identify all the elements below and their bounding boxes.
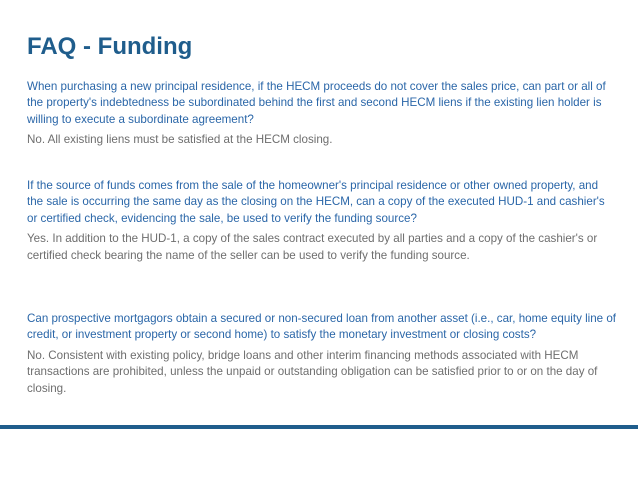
faq-answer: Yes. In addition to the HUD-1, a copy of the sales contract executed by all parties and a copy of the cashier's or certified check bearing the name of the seller can be used to verify the funding source.	[27, 232, 598, 262]
faq-question: Can prospective mortgagors obtain a secured or non-secured loan from another asset (i.e., car, home equity line of credit, or investment property or second home) to satisfy the monetary investment or closing costs?	[27, 312, 617, 342]
footer-divider	[0, 425, 638, 429]
faq-item	[27, 311, 617, 397]
faq-item	[27, 79, 617, 149]
faq-answer: No. All existing liens must be satisfied at the HECM closing.	[27, 133, 333, 147]
faq-question: If the source of funds comes from the sale of the homeowner's principal residence or other owned property, and the sale is occurring the same day as the closing on the HECM, can a copy of the executed HUD-1 and cashier's or certified check, evidencing the sale, be used to verify the funding source?	[27, 179, 605, 225]
faq-answer: No. Consistent with existing policy, bridge loans and other interim financing methods associated with HECM transactions are prohibited, unless the unpaid or outstanding obligation can be satisfied prior to or on the day of closing.	[27, 348, 598, 395]
faq-question: When purchasing a new principal residence, if the HECM proceeds do not cover the sales price, can part or all of the property's indebtedness be subordinated behind the first and second HECM liens if the existing lien holder is willing to execute a subordinate agreement?	[27, 80, 606, 126]
faq-item	[27, 178, 617, 264]
page-title: FAQ - Funding	[27, 33, 193, 60]
